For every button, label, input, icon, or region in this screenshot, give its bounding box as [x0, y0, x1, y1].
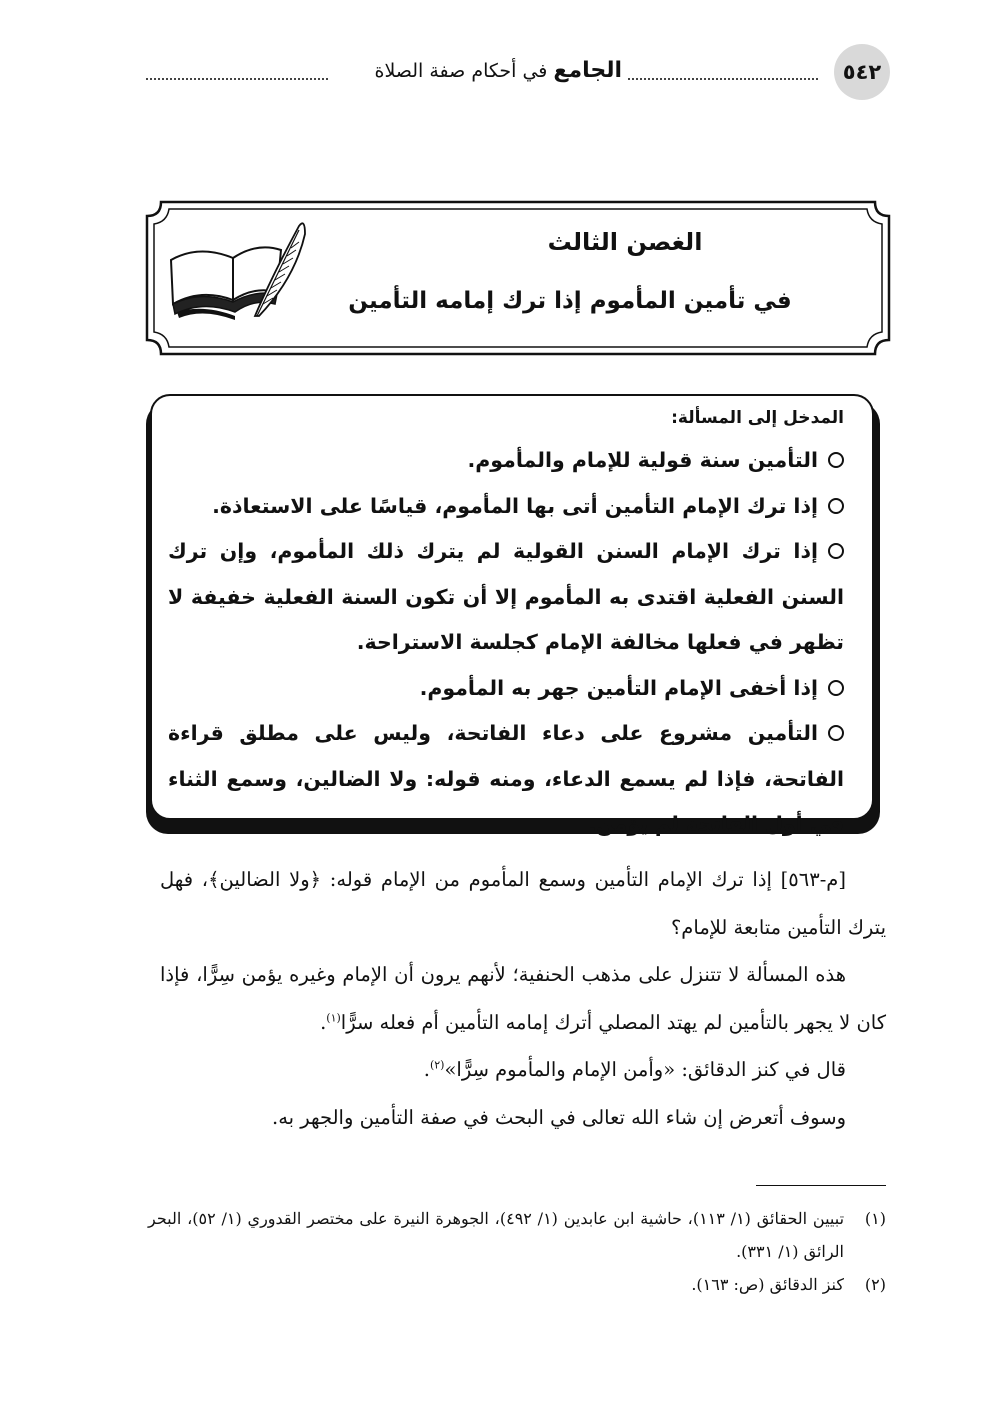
body-paragraph-1: [م-٥٦٣] إذا ترك الإمام التأمين وسمع المأموم من الإمام قوله: ﴿ولا الضالين﴾، فهل يترك التأمين متابعة للإمام؟ — [160, 868, 886, 939]
chapter-title: الغصن الثالث — [547, 228, 703, 256]
body-paragraph-2: هذه المسألة لا تتنزل على مذهب الحنفية؛ لأنهم يرون أن الإمام وغيره يؤمن سِرًّا، فإذا كان لا يجهر بالتأمين لم يهتد المصلي أترك إمامه التأمين أم فعله سرًّا$^{(١)}$. — [160, 963, 886, 1034]
body-paragraph-4: وسوف أتعرض إن شاء الله تعالى في البحث في صفة التأمين والجهر به. — [272, 1105, 846, 1129]
summary-bullet-3: إذا ترك الإمام السنن القولية لم يترك ذلك المأموم، وإن ترك السنن الفعلية اقتدى به المأموم إلا أن تكون السنة الفعلية خفيفة لا تظهر في فعلها مخالفة الإمام كجلسة الاستراحة. — [168, 539, 844, 654]
footnote-number: (١) — [864, 1209, 886, 1228]
footnote-1 — [148, 1202, 886, 1268]
summary-bullet-4: إذا أخفى الإمام التأمين جهر به المأموم. — [168, 666, 844, 712]
page-header — [146, 44, 890, 100]
footnote-separator — [756, 1185, 886, 1186]
circle-bullet-icon — [828, 680, 844, 696]
book-and-quill-icon — [159, 208, 309, 336]
footnote-number: (٢) — [864, 1275, 886, 1294]
footnote-ref-1[interactable]: (١) — [326, 1011, 341, 1024]
body-text — [160, 856, 886, 1141]
chapter-heading-frame — [145, 200, 891, 356]
page-number-badge — [834, 44, 890, 100]
summary-bullet-5: التأمين مشروع على دعاء الفاتحة، وليس على مطلق قراءة الفاتحة، فإذا لم يسمع الدعاء، ومنه قوله: ولا الضالين، وسمع الثناء في أول الفاتحة لم يؤمن. — [168, 721, 844, 836]
body-paragraph-3: قال في كنز الدقائق: «وأمن الإمام والمأموم سِرًّا»$^{(٢)}$. — [423, 1058, 846, 1081]
running-book-title — [375, 58, 623, 83]
book-title-rest: في أحكام صفة الصلاة — [374, 60, 548, 82]
circle-bullet-icon — [828, 498, 844, 514]
circle-bullet-icon — [828, 543, 844, 559]
header-dotted-rule-right — [628, 78, 818, 80]
summary-bullet-2: إذا ترك الإمام التأمين أتى بها المأموم، قياسًا على الاستعاذة. — [168, 484, 844, 530]
circle-bullet-icon — [828, 452, 844, 468]
footnote-text: كنز الدقائق (ص: ١٦٣). — [691, 1275, 844, 1294]
summary-heading: المدخل إلى المسألة: — [671, 408, 844, 428]
page-number: ٥٤٢ — [842, 60, 882, 84]
header-dotted-rule-left — [146, 78, 328, 80]
book-title-main: الجامع — [553, 58, 622, 83]
footnote-text: تبيين الحقائق (١/ ١١٣)، حاشية ابن عابدين (١/ ٤٩٢)، الجوهرة النيرة على مختصر القدوري (١/ ٥٢)، البحر الرائق (١/ ٣٣١). — [148, 1209, 845, 1261]
footnote-2 — [148, 1268, 886, 1301]
summary-box-panel — [150, 394, 874, 836]
footnote-ref-2[interactable]: (٢) — [429, 1058, 445, 1072]
summary-bullet-list — [168, 438, 844, 848]
summary-bullet-1: التأمين سنة قولية للإمام والمأموم. — [168, 438, 844, 484]
issue-summary-box — [146, 394, 886, 836]
circle-bullet-icon — [828, 725, 844, 741]
footnotes — [148, 1202, 886, 1301]
chapter-subtitle: في تأمين المأموم إذا ترك إمامه التأمين — [348, 288, 792, 314]
